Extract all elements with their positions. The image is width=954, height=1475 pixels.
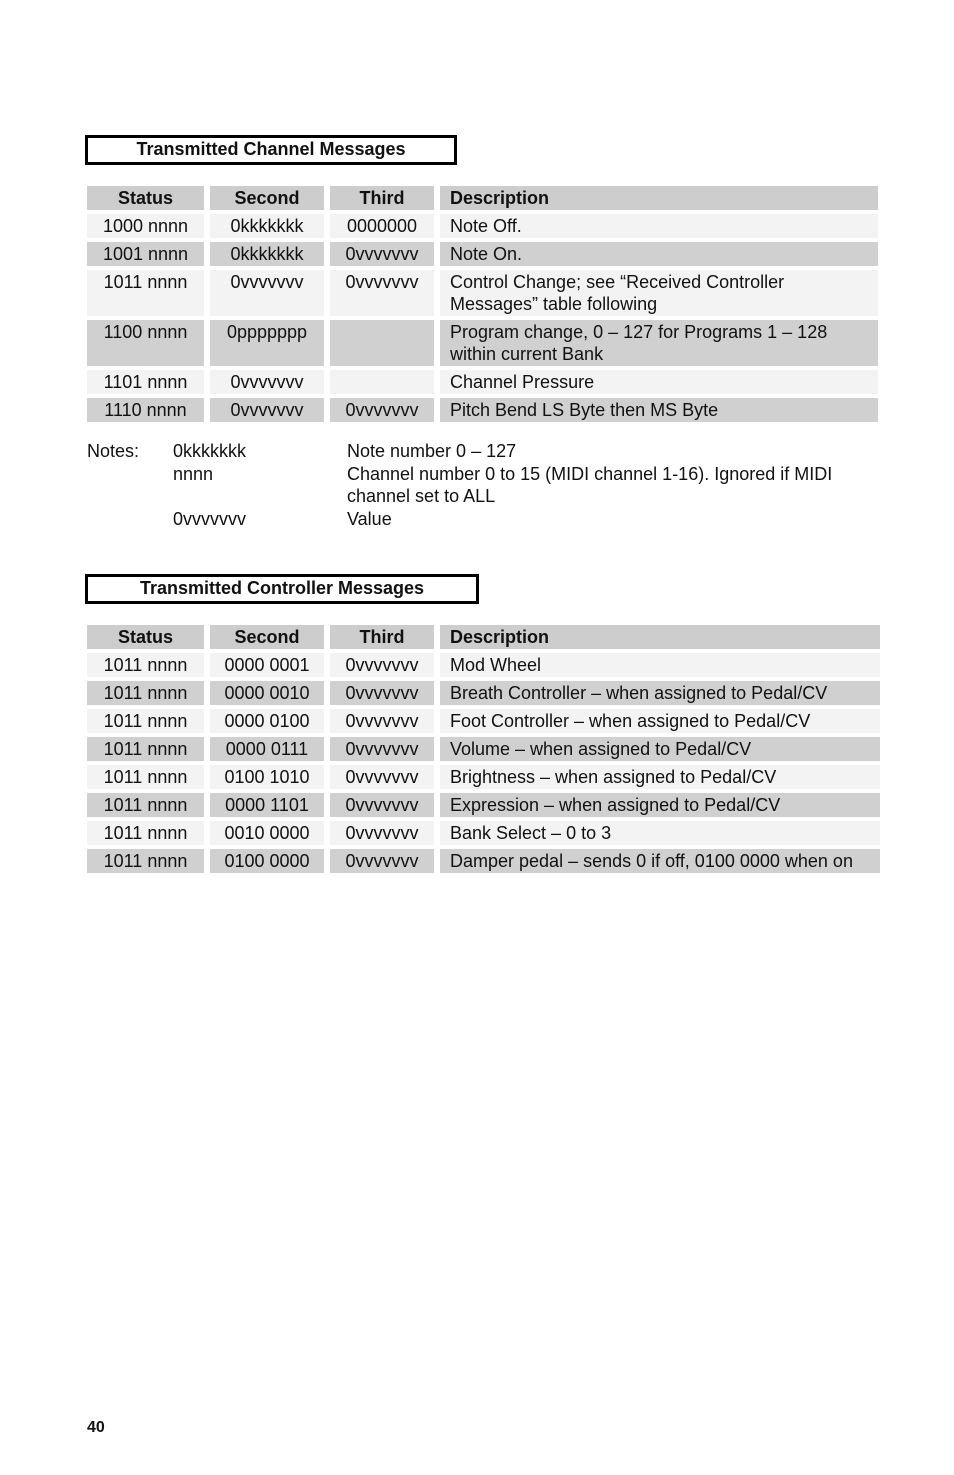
notes-label: Notes:	[87, 441, 140, 461]
table-row	[87, 737, 880, 761]
note-value: Channel number 0 to 15 (MIDI channel 1-16). Ignored if MIDI channel set to ALL	[347, 463, 833, 506]
second-byte-cell: 0ppppppp	[210, 320, 324, 366]
column-header-description: Description	[440, 625, 880, 649]
table-row	[87, 242, 878, 266]
description-cell: Pitch Bend LS Byte then MS Byte	[440, 398, 878, 422]
description-cell: Note Off.	[440, 214, 878, 238]
controller-messages-table	[81, 621, 886, 877]
table-row	[87, 709, 880, 733]
third-byte-cell: 0vvvvvvv	[330, 398, 434, 422]
third-byte-cell	[330, 370, 434, 394]
column-header-status: Status	[87, 186, 204, 210]
channel-messages-table	[81, 182, 884, 426]
table-row	[87, 270, 878, 316]
second-byte-cell: 0000 1101	[210, 793, 324, 817]
second-byte-cell: 0kkkkkkk	[210, 214, 324, 238]
table-row	[87, 821, 880, 845]
status-cell: 1011 nnnn	[87, 849, 204, 873]
column-header-second: Second	[210, 186, 324, 210]
third-byte-cell: 0vvvvvvv	[330, 242, 434, 266]
description-cell: Program change, 0 – 127 for Programs 1 – 128 within current Bank	[440, 320, 878, 366]
column-header-description: Description	[440, 186, 878, 210]
description-cell: Damper pedal – sends 0 if off, 0100 0000 when on	[440, 849, 880, 873]
third-byte-cell: 0vvvvvvv	[330, 681, 434, 705]
second-byte-cell: 0vvvvvvv	[210, 270, 324, 316]
status-cell: 1000 nnnn	[87, 214, 204, 238]
table-header-row	[87, 186, 878, 210]
channel-messages-title: Transmitted Channel Messages	[85, 135, 457, 165]
second-byte-cell: 0000 0010	[210, 681, 324, 705]
second-byte-cell: 0kkkkkkk	[210, 242, 324, 266]
description-cell: Expression – when assigned to Pedal/CV	[440, 793, 880, 817]
note-key: 0vvvvvvv	[173, 508, 247, 529]
table-row	[87, 653, 880, 677]
description-cell: Foot Controller – when assigned to Pedal/CV	[440, 709, 880, 733]
page-number: 40	[87, 1419, 105, 1436]
note-value: Value	[347, 508, 392, 529]
table-row	[87, 320, 878, 366]
notes-section	[87, 440, 877, 530]
third-byte-cell: 0vvvvvvv	[330, 737, 434, 761]
description-cell: Mod Wheel	[440, 653, 880, 677]
table-row	[87, 214, 878, 238]
second-byte-cell: 0000 0001	[210, 653, 324, 677]
second-byte-cell: 0000 0100	[210, 709, 324, 733]
description-cell: Volume – when assigned to Pedal/CV	[440, 737, 880, 761]
status-cell: 1001 nnnn	[87, 242, 204, 266]
status-cell: 1011 nnnn	[87, 765, 204, 789]
description-cell: Breath Controller – when assigned to Pedal/CV	[440, 681, 880, 705]
column-header-third: Third	[330, 625, 434, 649]
status-cell: 1011 nnnn	[87, 737, 204, 761]
description-cell: Channel Pressure	[440, 370, 878, 394]
note-value: Note number 0 – 127	[347, 441, 517, 461]
third-byte-cell: 0vvvvvvv	[330, 709, 434, 733]
note-key: nnnn	[173, 463, 214, 484]
third-byte-cell	[330, 320, 434, 366]
column-header-third: Third	[330, 186, 434, 210]
status-cell: 1011 nnnn	[87, 709, 204, 733]
column-header-second: Second	[210, 625, 324, 649]
description-cell: Control Change; see “Received Controller Messages” table following	[440, 270, 878, 316]
second-byte-cell: 0vvvvvvv	[210, 398, 324, 422]
status-cell: 1011 nnnn	[87, 821, 204, 845]
third-byte-cell: 0vvvvvvv	[330, 270, 434, 316]
description-cell: Brightness – when assigned to Pedal/CV	[440, 765, 880, 789]
second-byte-cell: 0000 0111	[210, 737, 324, 761]
third-byte-cell: 0vvvvvvv	[330, 765, 434, 789]
status-cell: 1100 nnnn	[87, 320, 204, 366]
third-byte-cell: 0vvvvvvv	[330, 653, 434, 677]
third-byte-cell: 0vvvvvvv	[330, 793, 434, 817]
note-key: 0kkkkkkk	[173, 441, 247, 461]
status-cell: 1101 nnnn	[87, 370, 204, 394]
second-byte-cell: 0100 0000	[210, 849, 324, 873]
table-header-row	[87, 625, 880, 649]
status-cell: 1011 nnnn	[87, 681, 204, 705]
description-cell: Bank Select – 0 to 3	[440, 821, 880, 845]
table-row	[87, 681, 880, 705]
controller-messages-title: Transmitted Controller Messages	[85, 574, 479, 604]
table-row	[87, 765, 880, 789]
table-row	[87, 793, 880, 817]
table-row	[87, 370, 878, 394]
second-byte-cell: 0100 1010	[210, 765, 324, 789]
status-cell: 1110 nnnn	[87, 398, 204, 422]
status-cell: 1011 nnnn	[87, 653, 204, 677]
third-byte-cell: 0000000	[330, 214, 434, 238]
status-cell: 1011 nnnn	[87, 270, 204, 316]
table-row	[87, 849, 880, 873]
status-cell: 1011 nnnn	[87, 793, 204, 817]
third-byte-cell: 0vvvvvvv	[330, 821, 434, 845]
second-byte-cell: 0vvvvvvv	[210, 370, 324, 394]
column-header-status: Status	[87, 625, 204, 649]
second-byte-cell: 0010 0000	[210, 821, 324, 845]
description-cell: Note On.	[440, 242, 878, 266]
table-row	[87, 398, 878, 422]
third-byte-cell: 0vvvvvvv	[330, 849, 434, 873]
